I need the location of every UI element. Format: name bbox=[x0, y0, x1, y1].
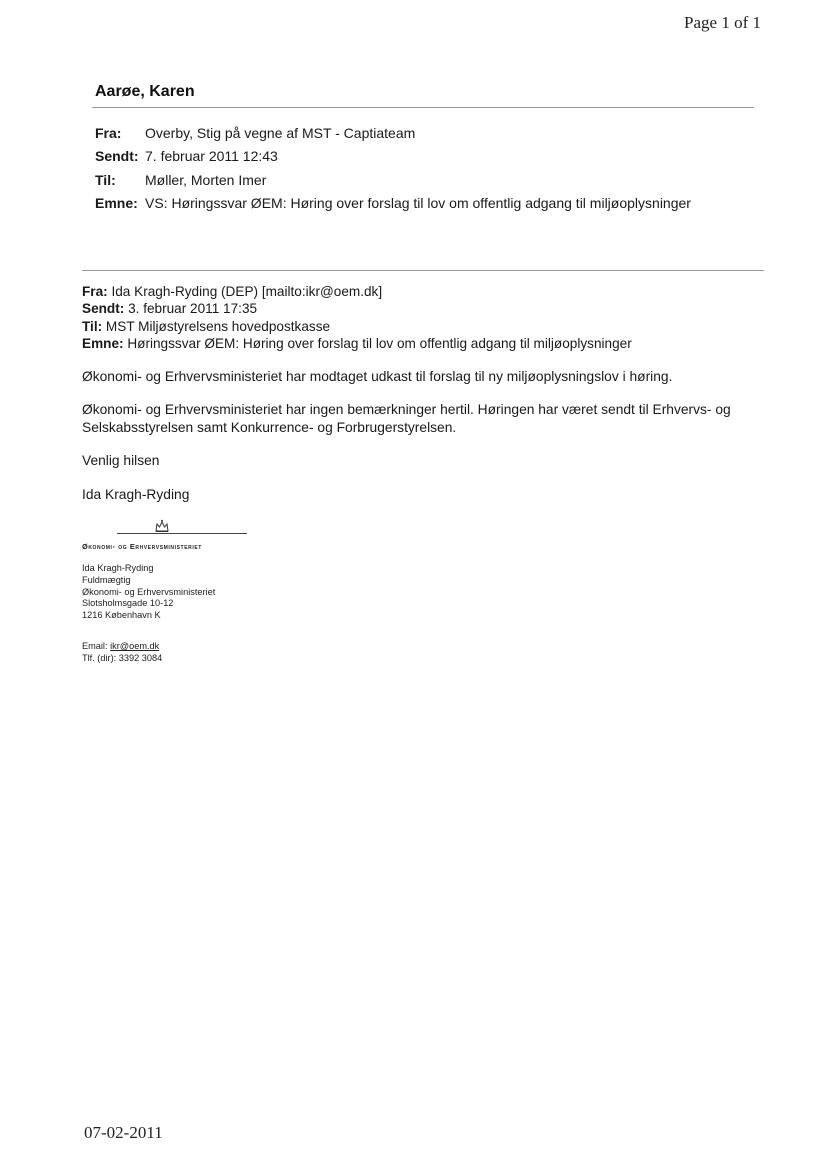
original-value-sent: 3. februar 2011 17:35 bbox=[128, 301, 258, 317]
signature-title: Fuldmægtig bbox=[82, 574, 131, 585]
header-value-subject: VS: Høringssvar ØEM: Høring over forslag til lov om offentlig adgang til miljøoplysninger bbox=[145, 194, 691, 211]
original-label: Sendt: bbox=[82, 301, 125, 317]
original-row-from bbox=[82, 283, 632, 300]
header-row-to bbox=[95, 169, 691, 192]
mailbox-owner-name: Aarøe, Karen bbox=[95, 83, 195, 100]
original-label: Fra: bbox=[82, 284, 108, 299]
forward-header bbox=[95, 122, 691, 215]
signature-contact bbox=[82, 641, 162, 665]
header-label: Fra: bbox=[95, 125, 122, 141]
greeting: Venlig hilsen bbox=[82, 453, 160, 468]
page-number: Page 1 of 1 bbox=[684, 13, 761, 32]
crown-icon bbox=[154, 519, 170, 533]
header-row-sent bbox=[95, 145, 691, 168]
signature-city: 1216 København K bbox=[82, 610, 161, 621]
original-value-subject: Høringssvar ØEM: Høring over forslag til lov om offentlig adgang til miljøoplysninger bbox=[127, 336, 632, 352]
signature-street: Slotsholmsgade 10-12 bbox=[82, 598, 174, 609]
phone-label: Tlf. (dir): bbox=[82, 652, 117, 663]
original-label: Til: bbox=[82, 318, 103, 334]
footer-date: 07-02-2011 bbox=[84, 1123, 163, 1142]
original-row-subject bbox=[82, 335, 632, 352]
original-message-header bbox=[82, 283, 632, 353]
signature-block bbox=[82, 563, 215, 622]
logo-text: Økonomi- og Erhvervsministeriet bbox=[82, 542, 202, 551]
body-paragraph-2 bbox=[82, 401, 772, 436]
original-value-from: Ida Kragh-Ryding (DEP) [mailto:ikr@oem.dk] bbox=[111, 284, 383, 299]
sender-name: Ida Kragh-Ryding bbox=[82, 487, 190, 502]
original-value-to: MST Miljøstyrelsens hovedpostkasse bbox=[105, 318, 331, 334]
header-label: Til: bbox=[95, 171, 116, 188]
header-label: Emne: bbox=[95, 194, 138, 211]
email-label: Email: bbox=[82, 641, 108, 651]
header-label: Sendt: bbox=[95, 148, 139, 165]
email-row bbox=[82, 641, 162, 653]
original-label: Emne: bbox=[82, 336, 124, 352]
signature-name: Ida Kragh-Ryding bbox=[82, 563, 154, 573]
header-divider bbox=[92, 107, 754, 108]
header-value-to: Møller, Morten Imer bbox=[145, 171, 267, 188]
phone-row bbox=[82, 653, 162, 665]
body-paragraph-2-line-1: Økonomi- og Erhvervsministeriet har ingen bemærkninger hertil. Høringen har været sendt til Erhvervs- og bbox=[82, 402, 731, 417]
body-paragraph-2-line-2: Selskabsstyrelsen samt Konkurrence- og Forbrugerstyrelsen. bbox=[82, 419, 457, 435]
header-value-sent: 7. februar 2011 12:43 bbox=[145, 148, 278, 165]
email-link[interactable]: ikr@oem.dk bbox=[110, 641, 160, 651]
header-value-from: Overby, Stig på vegne af MST - Captiateam bbox=[145, 125, 416, 141]
original-row-sent bbox=[82, 300, 632, 317]
body-paragraph-1: Økonomi- og Erhvervsministeriet har modtaget udkast til forslag til ny miljøoplysningslov i høring. bbox=[82, 369, 673, 384]
original-message-divider bbox=[82, 270, 764, 271]
ministry-logo bbox=[82, 518, 282, 558]
header-row-subject bbox=[95, 192, 691, 215]
original-row-to bbox=[82, 318, 632, 335]
signature-ministry: Økonomi- og Erhvervsministeriet bbox=[82, 586, 216, 597]
phone-value: 3392 3084 bbox=[118, 652, 163, 663]
logo-rule bbox=[117, 533, 247, 534]
header-row-from bbox=[95, 122, 691, 145]
